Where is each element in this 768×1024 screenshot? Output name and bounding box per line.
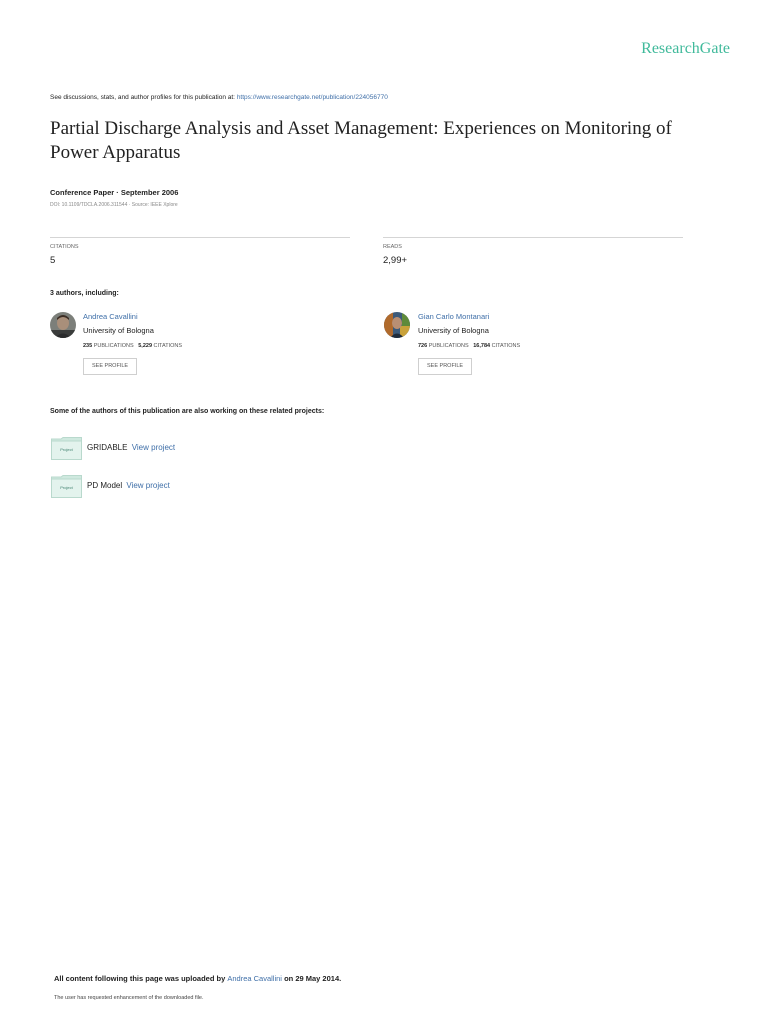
see-profile-button[interactable]: SEE PROFILE — [418, 358, 472, 375]
project-row — [87, 481, 170, 490]
project-name: PD Model — [87, 481, 123, 490]
author-citations-label: CITATIONS — [491, 343, 521, 349]
author-name-link[interactable]: Andrea Cavallini — [83, 312, 138, 321]
publication-type-date: Conference Paper · September 2006 — [50, 188, 179, 197]
author-citations-count: 16,784 — [473, 343, 491, 349]
project-folder-icon — [51, 475, 82, 498]
upload-suffix: on 29 May 2014. — [284, 974, 342, 983]
view-project-link[interactable]: View project — [131, 443, 176, 452]
project-folder-icon — [51, 437, 82, 460]
author-publications-label: PUBLICATIONS — [428, 343, 469, 349]
reads-count: 2,99+ — [383, 255, 408, 266]
upload-notice — [54, 974, 341, 983]
author-publications-count: 235 — [83, 343, 93, 349]
author-avatar[interactable] — [384, 312, 410, 338]
project-icon-label: Project — [60, 485, 73, 490]
author-publications-count: 726 — [418, 343, 428, 349]
authors-heading: 3 authors, including: — [50, 290, 119, 297]
discussion-line — [50, 94, 388, 101]
upload-prefix: All content following this page was uploaded by — [54, 974, 226, 983]
related-projects-heading: Some of the authors of this publication are also working on these related projects: — [50, 408, 325, 415]
publication-url-link[interactable]: https://www.researchgate.net/publication/224056770 — [236, 94, 388, 101]
citations-count: 5 — [50, 255, 56, 266]
discussion-prefix: See discussions, stats, and author profiles for this publication at: — [50, 94, 235, 101]
author-institution: University of Bologna — [83, 326, 154, 335]
view-project-link[interactable]: View project — [126, 481, 170, 490]
see-profile-button[interactable]: SEE PROFILE — [83, 358, 137, 375]
uploader-link[interactable]: Andrea Cavallini — [227, 974, 282, 983]
project-row — [87, 443, 175, 452]
author-citations-count: 5,229 — [138, 343, 153, 349]
doi-source: DOI: 10.1109/TDCLA.2006.311544 · Source: IEEE Xplore — [50, 202, 178, 208]
project-icon-label: Project — [60, 447, 73, 452]
reads-divider — [383, 237, 683, 238]
citations-label: CITATIONS — [50, 244, 79, 250]
author-stats — [418, 343, 520, 349]
reads-label: READS — [383, 244, 402, 250]
author-avatar[interactable] — [50, 312, 76, 338]
author-name-link[interactable]: Gian Carlo Montanari — [418, 312, 490, 321]
author-publications-label: PUBLICATIONS — [93, 343, 134, 349]
researchgate-logo[interactable]: ResearchGate — [641, 40, 730, 57]
author-stats — [83, 343, 182, 349]
publication-title: Partial Discharge Analysis and Asset Management: Experiences on Monitoring of Power Apparatus — [50, 118, 672, 163]
author-institution: University of Bologna — [418, 326, 489, 335]
author-citations-label: CITATIONS — [153, 343, 183, 349]
citations-divider — [50, 237, 350, 238]
project-name: GRIDABLE — [87, 443, 128, 452]
enhancement-note: The user has requested enhancement of the downloaded file. — [54, 995, 204, 1001]
